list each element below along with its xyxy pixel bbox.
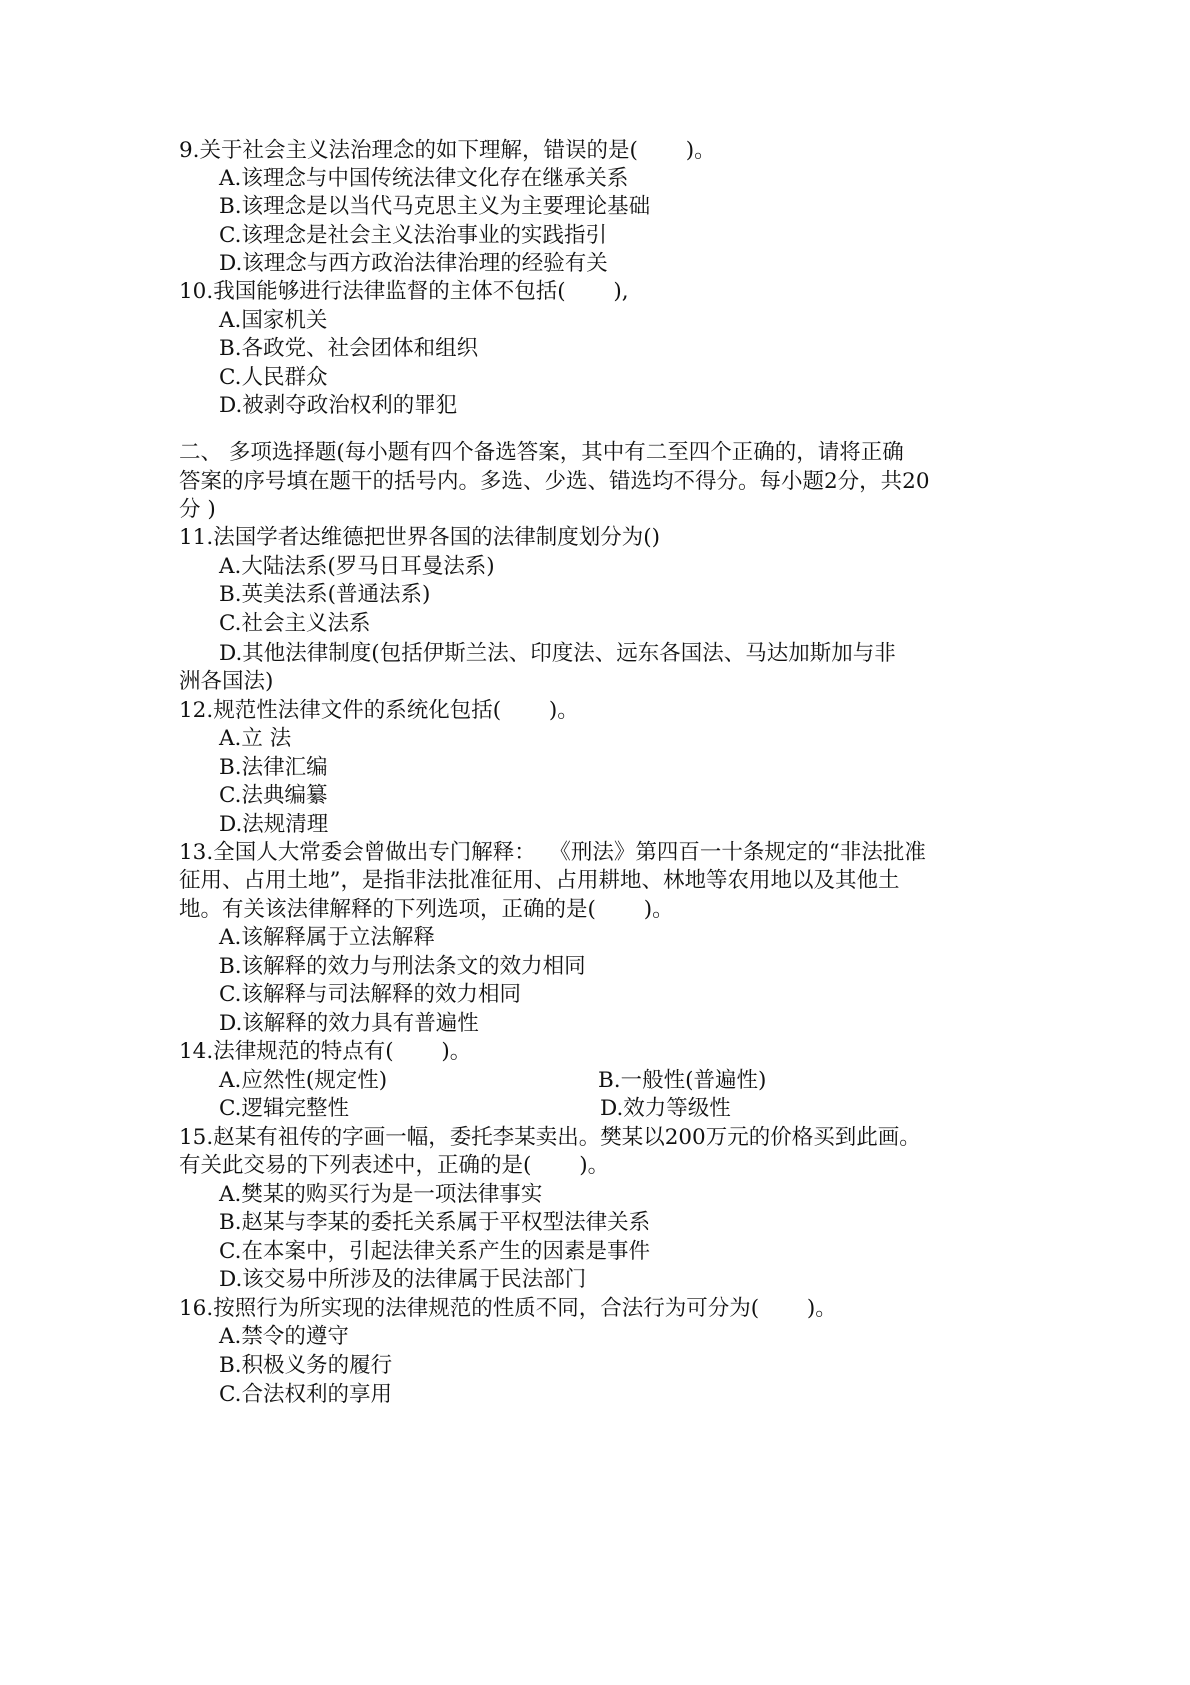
q14-option-a: A.应然性(规定性): [219, 1068, 388, 1093]
q10-option-d: D.被剥夺政治权利的罪犯: [219, 393, 458, 418]
section2-heading-line1: 二、 多项选择题(每小题有四个备选答案，其中有二至四个正确的，请将正确: [179, 440, 904, 465]
q15-option-a: A.樊某的购买行为是一项法律事实: [219, 1182, 543, 1207]
q15-option-b: B.赵某与李某的委托关系属于平权型法律关系: [219, 1210, 651, 1235]
q12-option-d: D.法规清理: [219, 812, 329, 837]
q15-option-c: C.在本案中，引起法律关系产生的因素是事件: [219, 1239, 651, 1264]
q10-option-b: B.各政党、社会团体和组织: [219, 336, 479, 361]
q11-option-a: A.大陆法系(罗马日耳曼法系): [219, 554, 495, 579]
q11-stem: 11.法国学者达维德把世界各国的法律制度划分为(): [179, 525, 660, 550]
q13-stem-line2: 征用、占用土地”，是指非法批准征用、占用耕地、林地等农用地以及其他土: [179, 868, 900, 893]
q15-stem-line2: 有关此交易的下列表述中，正确的是( )。: [179, 1153, 610, 1178]
q12-stem: 12.规范性法律文件的系统化包括( )。: [179, 698, 579, 723]
q11-option-c: C.社会主义法系: [219, 611, 371, 636]
q11-option-d-continuation: 洲各国法): [179, 669, 274, 694]
q12-option-a: A.立 法: [219, 726, 292, 751]
q12-option-c: C.法典编纂: [219, 783, 328, 808]
q11-option-b: B.英美法系(普通法系): [219, 582, 431, 607]
q16-stem: 16.按照行为所实现的法律规范的性质不同，合法行为可分为( )。: [179, 1296, 837, 1321]
q13-option-d: D.该解释的效力具有普遍性: [219, 1011, 479, 1036]
q16-option-c: C.合法权利的享用: [219, 1382, 393, 1407]
q9-stem: 9.关于社会主义法治理念的如下理解，错误的是( )。: [179, 138, 716, 163]
q15-stem-line1: 15.赵某有祖传的字画一幅，委托李某卖出。樊某以200万元的价格买到此画。: [179, 1125, 921, 1150]
q14-option-c: C.逻辑完整性: [219, 1096, 350, 1121]
q16-option-a: A.禁令的遵守: [219, 1324, 349, 1349]
q9-option-c: C.该理念是社会主义法治事业的实践指引: [219, 223, 608, 248]
q14-option-b: B.一般性(普遍性): [598, 1068, 767, 1093]
q14-stem: 14.法律规范的特点有( )。: [179, 1039, 472, 1064]
q12-option-b: B.法律汇编: [219, 755, 328, 780]
q10-stem: 10.我国能够进行法律监督的主体不包括( ),: [179, 279, 629, 304]
q16-option-b: B.积极义务的履行: [219, 1353, 393, 1378]
q9-option-d: D.该理念与西方政治法律治理的经验有关: [219, 251, 608, 276]
q15-option-d: D.该交易中所涉及的法律属于民法部门: [219, 1267, 587, 1292]
q13-stem-line1: 13.全国人大常委会曾做出专门解释： 《刑法》第四百一十条规定的“非法批准: [179, 840, 926, 865]
section2-heading-line2: 答案的序号填在题干的括号内。多选、少选、错选均不得分。每小题2分，共20: [179, 469, 930, 494]
q13-option-b: B.该解释的效力与刑法条文的效力相同: [219, 954, 586, 979]
section2-heading-line3: 分 ): [179, 497, 216, 522]
q13-option-a: A.该解释属于立法解释: [219, 925, 435, 950]
q10-option-c: C.人民群众: [219, 365, 328, 390]
q11-option-d: D.其他法律制度(包括伊斯兰法、印度法、远东各国法、马达加斯加与非: [219, 641, 896, 666]
q14-option-d: D.效力等级性: [600, 1096, 731, 1121]
q9-option-a: A.该理念与中国传统法律文化存在继承关系: [219, 166, 629, 191]
q10-option-a: A.国家机关: [219, 308, 328, 333]
q13-option-c: C.该解释与司法解释的效力相同: [219, 982, 522, 1007]
q9-option-b: B.该理念是以当代马克思主义为主要理论基础: [219, 194, 651, 219]
q13-stem-line3: 地。有关该法律解释的下列选项，正确的是( )。: [179, 897, 674, 922]
